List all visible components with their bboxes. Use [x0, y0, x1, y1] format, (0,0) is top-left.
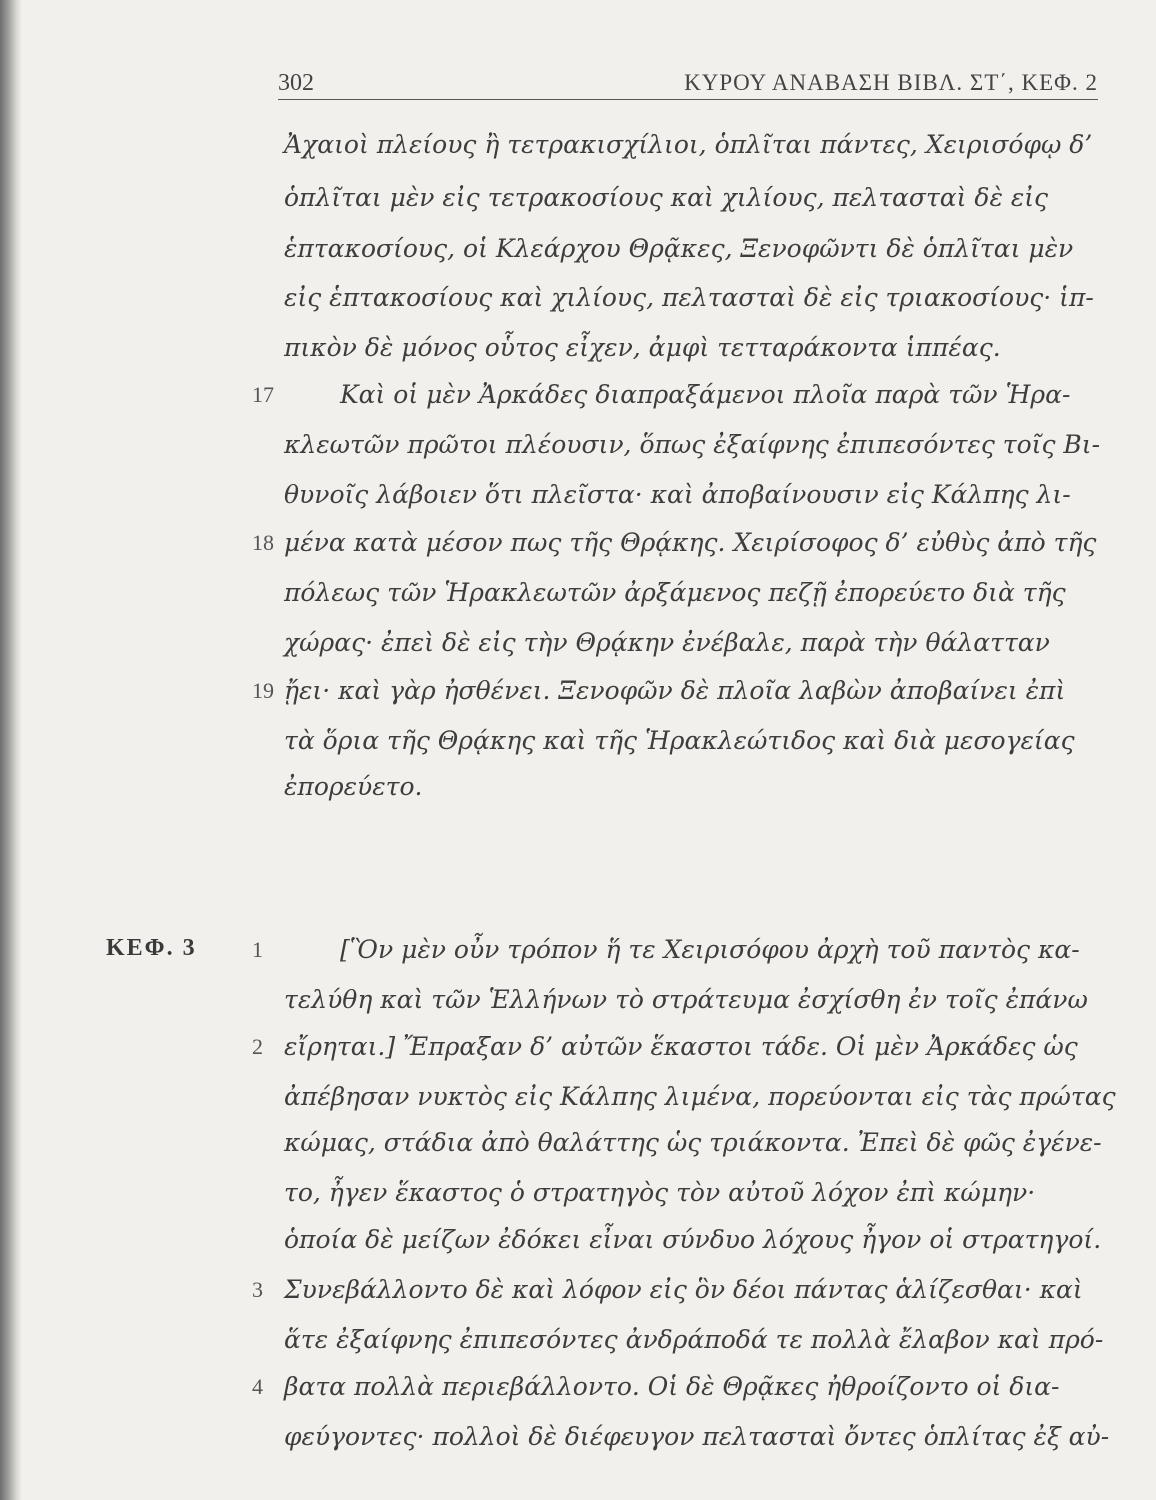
text-line [0, 676, 1156, 718]
line-text: κώμας, στάδια ἀπὸ θαλάττης ὡς τριάκοντα. Ἐπεὶ δὲ φῶς ἐγένε- [284, 1128, 1102, 1157]
paragraph-number: 4 [252, 1374, 263, 1399]
text-line [0, 628, 1156, 670]
text-line [0, 430, 1156, 472]
page-header [278, 70, 1098, 106]
text-line [0, 985, 1156, 1027]
line-text: Συνεβάλλοντο δὲ καὶ λόφον εἰς ὃν δέοι πάντας ἁλίζεσθαι· καὶ [284, 1275, 1083, 1304]
text-line [0, 183, 1156, 225]
text-line [0, 333, 1156, 375]
page-number: 302 [278, 70, 314, 96]
text-line [0, 1032, 1156, 1074]
line-text: τὰ ὅρια τῆς Θρᾴκης καὶ τῆς Ἡρακλεώτιδος καὶ διὰ μεσογείας [284, 726, 1075, 755]
header-rule [278, 99, 1098, 100]
line-text: ἅτε ἐξαίφνης ἐπιπεσόντες ἀνδράποδά τε πολλὰ ἔλαβον καὶ πρό- [284, 1325, 1104, 1354]
text-line [0, 130, 1156, 172]
line-text: χώρας· ἐπεὶ δὲ εἰς τὴν Θρᾴκην ἐνέβαλε, παρὰ τὴν θάλατταν [284, 628, 1050, 657]
text-line [0, 1372, 1156, 1414]
text-line [0, 1422, 1156, 1464]
text-line [0, 726, 1156, 768]
line-text: θυνοῖς λάβοιεν ὅτι πλεῖστα· καὶ ἀποβαίνουσιν εἰς Κάλπης λι- [284, 480, 1071, 509]
line-text: εἴρηται.] Ἔπραξαν δ’ αὐτῶν ἕκαστοι τάδε. Οἱ μὲν Ἀρκάδες ὡς [284, 1032, 1078, 1061]
text-line [0, 772, 1156, 814]
line-text: πόλεως τῶν Ἡρακλεωτῶν ἀρξάμενος πεζῇ ἐπορεύετο διὰ τῆς [284, 578, 1066, 607]
text-line [0, 935, 1156, 977]
text-line [0, 283, 1156, 325]
text-line [0, 528, 1156, 570]
line-text: ᾔει· καὶ γὰρ ἠσθένει. Ξενοφῶν δὲ πλοῖα λαβὼν ἀποβαίνει ἐπὶ [284, 676, 1066, 705]
line-text: [Ὃν μὲν οὖν τρόπον ἥ τε Χειρισόφου ἀρχὴ τοῦ παντὸς κα- [340, 935, 1080, 964]
text-line [0, 1178, 1156, 1220]
text-line [0, 578, 1156, 620]
paragraph-number: 19 [252, 678, 274, 703]
line-text: ὁποία δὲ μείζων ἐδόκει εἶναι σύνδυο λόχους ἦγον οἱ στρατηγοί. [284, 1225, 1102, 1254]
paragraph-number: 3 [252, 1277, 263, 1302]
line-text: Καὶ οἱ μὲν Ἀρκάδες διαπραξάμενοι πλοῖα παρὰ τῶν Ἡρα- [340, 380, 1071, 409]
paragraph-number: 18 [252, 530, 274, 555]
line-text: ἑπτακοσίους, οἱ Κλεάρχου Θρᾷκες, Ξενοφῶντι δὲ ὁπλῖται μὲν [284, 234, 1074, 263]
text-line [0, 1128, 1156, 1170]
text-line [0, 380, 1156, 422]
text-line [0, 1325, 1156, 1367]
paragraph-number: 2 [252, 1034, 263, 1059]
line-text: το, ἦγεν ἕκαστος ὁ στρατηγὸς τὸν αὐτοῦ λόχον ἐπὶ κώμην· [284, 1178, 1036, 1207]
text-line [0, 234, 1156, 276]
line-text: βατα πολλὰ περιεβάλλοντο. Οἱ δὲ Θρᾷκες ἠθροίζοντο οἱ δια- [284, 1372, 1060, 1401]
line-text: εἰς ἑπτακοσίους καὶ χιλίους, πελτασταὶ δὲ εἰς τριακοσίους· ἱπ- [284, 283, 1094, 312]
text-line [0, 1275, 1156, 1317]
line-text: κλεωτῶν πρῶτοι πλέουσιν, ὅπως ἐξαίφνης ἐπιπεσόντες τοῖς Βι- [284, 430, 1101, 459]
paragraph-number: 1 [252, 937, 263, 962]
paragraph-number: 17 [252, 382, 274, 407]
line-text: ἐπορεύετο. [284, 772, 423, 801]
line-text: μένα κατὰ μέσον πως τῆς Θρᾴκης. Χειρίσοφος δ’ εὐθὺς ἀπὸ τῆς [284, 528, 1097, 557]
chapter-label: ΚΕΦ. 3 [106, 935, 197, 961]
line-text: ἀπέβησαν νυκτὸς εἰς Κάλπης λιμένα, πορεύονται εἰς τὰς πρώτας [284, 1082, 1116, 1111]
line-text: ὁπλῖται μὲν εἰς τετρακοσίους καὶ χιλίους, πελτασταὶ δὲ εἰς [284, 183, 1049, 212]
line-text: τελύθη καὶ τῶν Ἑλλήνων τὸ στράτευμα ἐσχίσθη ἐν τοῖς ἐπάνω [284, 985, 1088, 1014]
line-text: φεύγοντες· πολλοὶ δὲ διέφευγον πελτασταὶ ὄντες ὁπλίτας ἐξ αὐ- [284, 1422, 1110, 1451]
running-title: ΚΥΡΟΥ ΑΝΑΒΑΣΗ ΒΙΒΛ. ΣΤ΄, ΚΕΦ. 2 [684, 70, 1098, 95]
line-text: πικὸν δὲ μόνος οὗτος εἶχεν, ἀμφὶ τετταράκοντα ἱππέας. [284, 333, 1001, 362]
line-text: Ἀχαιοὶ πλείους ἢ τετρακισχίλιοι, ὁπλῖται πάντες, Χειρισόφῳ δ’ [284, 130, 1093, 159]
text-line [0, 1225, 1156, 1267]
text-line [0, 480, 1156, 522]
text-line [0, 1082, 1156, 1124]
